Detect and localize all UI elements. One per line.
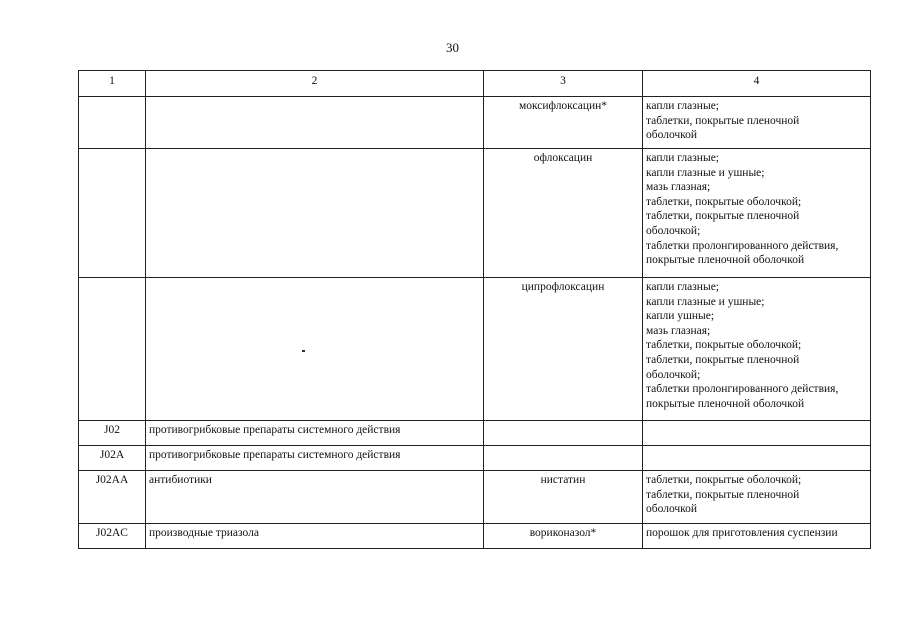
atc-code-cell: J02AA: [79, 471, 146, 524]
atc-code-cell: [79, 97, 146, 149]
dosage-form-line: таблетки, покрытые пленочной: [646, 210, 800, 223]
dosage-forms-cell: [643, 524, 871, 549]
dosage-forms-cell: [643, 149, 871, 278]
dosage-form-line: таблетки, покрытые оболочкой;: [646, 474, 802, 486]
column-header-3: 3: [484, 71, 643, 97]
dosage-form-line: оболочкой: [646, 129, 698, 142]
table-row: [79, 446, 871, 471]
dosage-form-line: капли глазные и ушные;: [646, 295, 765, 308]
atc-code-cell: J02: [79, 421, 146, 446]
dosage-forms-cell: [643, 471, 871, 524]
group-name-cell: противогрибковые препараты системного действия: [146, 446, 484, 471]
column-header-4: 4: [643, 71, 871, 97]
dosage-form-line: оболочкой: [646, 503, 698, 516]
dosage-forms-cell: [643, 97, 871, 149]
dosage-form-line: оболочкой;: [646, 368, 701, 381]
drug-table: [78, 70, 871, 549]
dosage-forms-cell: [643, 421, 871, 446]
table-row: [79, 149, 871, 278]
dosage-form-line: мазь глазная;: [646, 324, 711, 337]
dosage-form-line: таблетки, покрытые оболочкой;: [646, 339, 802, 352]
stray-scan-mark: [302, 350, 305, 352]
atc-code-cell: [79, 278, 146, 421]
page-number: 30: [446, 40, 459, 55]
table-row: [79, 97, 871, 149]
dosage-form-line: таблетки, покрытые оболочкой;: [646, 195, 802, 208]
atc-code-cell: J02A: [79, 446, 146, 471]
dosage-form-line: капли глазные и ушные;: [646, 166, 765, 179]
dosage-form-line: таблетки пролонгированного действия,: [646, 239, 839, 252]
column-header-2: 2: [146, 71, 484, 97]
dosage-form-line: таблетки, покрытые пленочной: [646, 114, 800, 127]
drug-name-cell: ципрофлоксацин: [484, 278, 643, 421]
table-header-row: [79, 71, 871, 97]
drug-name-cell: [484, 446, 643, 471]
drug-name-cell: вориконазол*: [484, 524, 643, 549]
drug-name-cell: нистатин: [484, 471, 643, 524]
dosage-form-line: порошок для приготовления суспензии: [646, 527, 838, 539]
table-row: [79, 278, 871, 421]
group-name-cell: [146, 149, 484, 278]
dosage-forms-cell: [643, 278, 871, 421]
dosage-form-line: капли ушные;: [646, 310, 715, 323]
drug-name-cell: [484, 421, 643, 446]
group-name-cell: [146, 278, 484, 421]
dosage-form-line: таблетки пролонгированного действия,: [646, 383, 839, 396]
dosage-form-line: таблетки, покрытые пленочной: [646, 353, 800, 366]
drug-name-cell: офлоксацин: [484, 149, 643, 278]
dosage-forms-cell: [643, 446, 871, 471]
atc-code-cell: J02AC: [79, 524, 146, 549]
table-row: [79, 421, 871, 446]
drug-name-cell: моксифлоксацин*: [484, 97, 643, 149]
group-name-cell: противогрибковые препараты системного действия: [146, 421, 484, 446]
dosage-form-line: оболочкой;: [646, 224, 701, 237]
group-name-cell: антибиотики: [146, 471, 484, 524]
group-name-cell: [146, 97, 484, 149]
dosage-form-line: капли глазные;: [646, 100, 719, 112]
group-name-cell: производные триазола: [146, 524, 484, 549]
table-row: [79, 524, 871, 549]
dosage-form-line: таблетки, покрытые пленочной: [646, 488, 800, 501]
atc-code-cell: [79, 149, 146, 278]
dosage-form-line: мазь глазная;: [646, 181, 711, 194]
table-row: [79, 471, 871, 524]
dosage-form-line: покрытые пленочной оболочкой: [646, 397, 805, 410]
dosage-form-line: капли глазные;: [646, 152, 719, 164]
dosage-form-line: капли глазные;: [646, 281, 719, 293]
column-header-1: 1: [79, 71, 146, 97]
dosage-form-line: покрытые пленочной оболочкой: [646, 254, 805, 267]
